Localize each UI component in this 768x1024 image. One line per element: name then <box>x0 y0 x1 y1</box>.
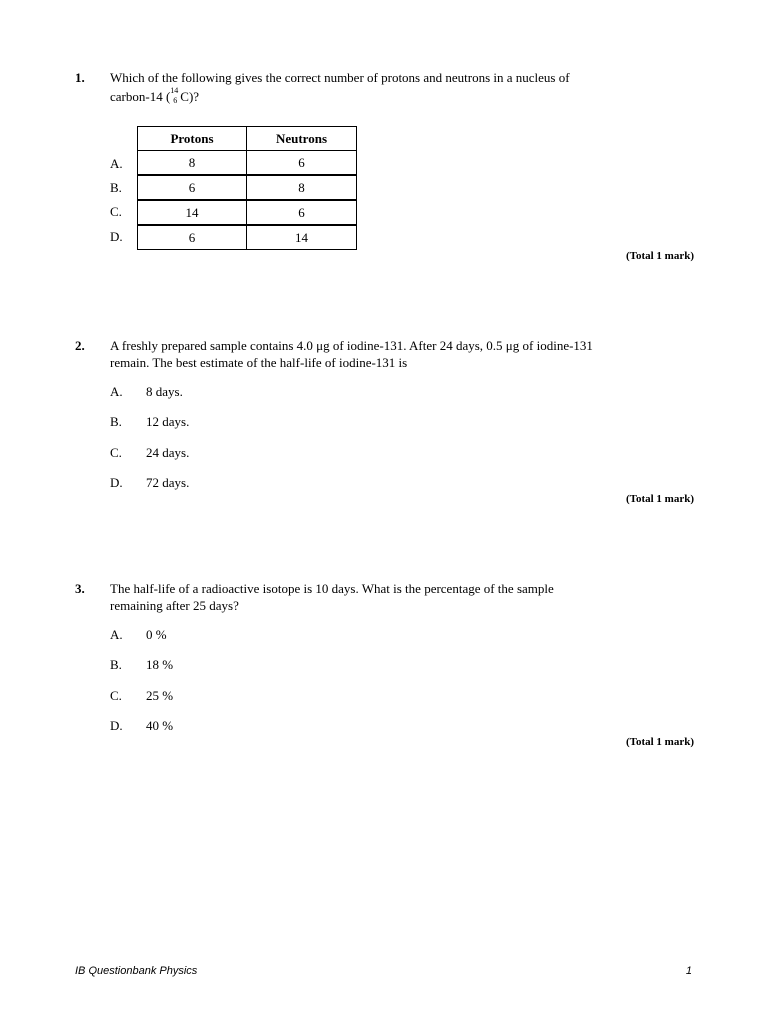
nuclide-mass-number: 14 <box>170 86 179 95</box>
question-1-text-prefix: carbon-14 ( <box>110 89 171 104</box>
page-number: 1 <box>685 965 692 977</box>
table-row <box>138 200 357 225</box>
option-d-text: 72 days. <box>146 475 190 490</box>
option-a-text: 0 % <box>146 627 167 642</box>
option-b-text: 12 days. <box>146 414 190 429</box>
question-1-text-suffix: )? <box>188 89 200 104</box>
option-c-letter: C. <box>110 204 122 219</box>
neutrons-cell: 6 <box>247 151 357 176</box>
protons-cell: 8 <box>138 151 247 176</box>
option-b-letter: B. <box>110 414 122 429</box>
question-3-total-mark: (Total 1 mark) <box>625 736 694 748</box>
table-row <box>138 225 357 250</box>
option-d-text: 40 % <box>146 718 174 733</box>
option-c-letter: C. <box>110 445 122 460</box>
table-row <box>138 151 357 176</box>
nuclide-atomic-number: 6 <box>173 96 178 105</box>
question-2-text-line-1: A freshly prepared sample contains 4.0 μg of iodine-131. After 24 days, 0.5 μg of iodine-131 <box>110 338 593 353</box>
question-1-number: 1. <box>75 70 85 85</box>
neutrons-cell: 6 <box>247 200 357 225</box>
carbon-14-notation <box>170 88 180 105</box>
option-c-text: 25 % <box>146 688 174 703</box>
question-2-number: 2. <box>75 338 85 353</box>
header-neutrons: Neutrons <box>247 127 357 151</box>
neutrons-cell: 8 <box>247 175 357 200</box>
option-a-text: 8 days. <box>146 384 183 399</box>
nuclide-symbol: C <box>180 89 189 104</box>
option-d-letter: D. <box>110 718 123 733</box>
protons-cell: 6 <box>138 175 247 200</box>
option-d-letter: D. <box>110 229 123 244</box>
option-c-letter: C. <box>110 688 122 703</box>
question-1-text-line-2 <box>110 88 199 105</box>
question-1-total-mark: (Total 1 mark) <box>625 250 694 262</box>
question-3-text-line-1: The half-life of a radioactive isotope is 10 days. What is the percentage of the sample <box>110 581 554 596</box>
question-3-text-line-2: remaining after 25 days? <box>110 598 239 613</box>
question-2-total-mark: (Total 1 mark) <box>625 493 694 505</box>
table-row <box>138 175 357 200</box>
option-b-letter: B. <box>110 180 122 195</box>
footer-title: IB Questionbank Physics <box>75 965 198 977</box>
option-d-letter: D. <box>110 475 123 490</box>
protons-cell: 14 <box>138 200 247 225</box>
question-1-text-line-1: Which of the following gives the correct number of protons and neutrons in a nucleus of <box>110 70 570 85</box>
option-a-letter: A. <box>110 156 123 171</box>
neutrons-cell: 14 <box>247 225 357 250</box>
option-b-text: 18 % <box>146 657 174 672</box>
question-2-text-line-2: remain. The best estimate of the half-life of iodine-131 is <box>110 355 408 370</box>
option-b-letter: B. <box>110 657 122 672</box>
protons-neutrons-table <box>137 126 357 250</box>
table-header-row <box>138 127 357 151</box>
option-a-letter: A. <box>110 384 123 399</box>
option-c-text: 24 days. <box>146 445 190 460</box>
protons-cell: 6 <box>138 225 247 250</box>
question-3-number: 3. <box>75 581 85 596</box>
option-a-letter: A. <box>110 627 123 642</box>
header-protons: Protons <box>138 127 247 151</box>
